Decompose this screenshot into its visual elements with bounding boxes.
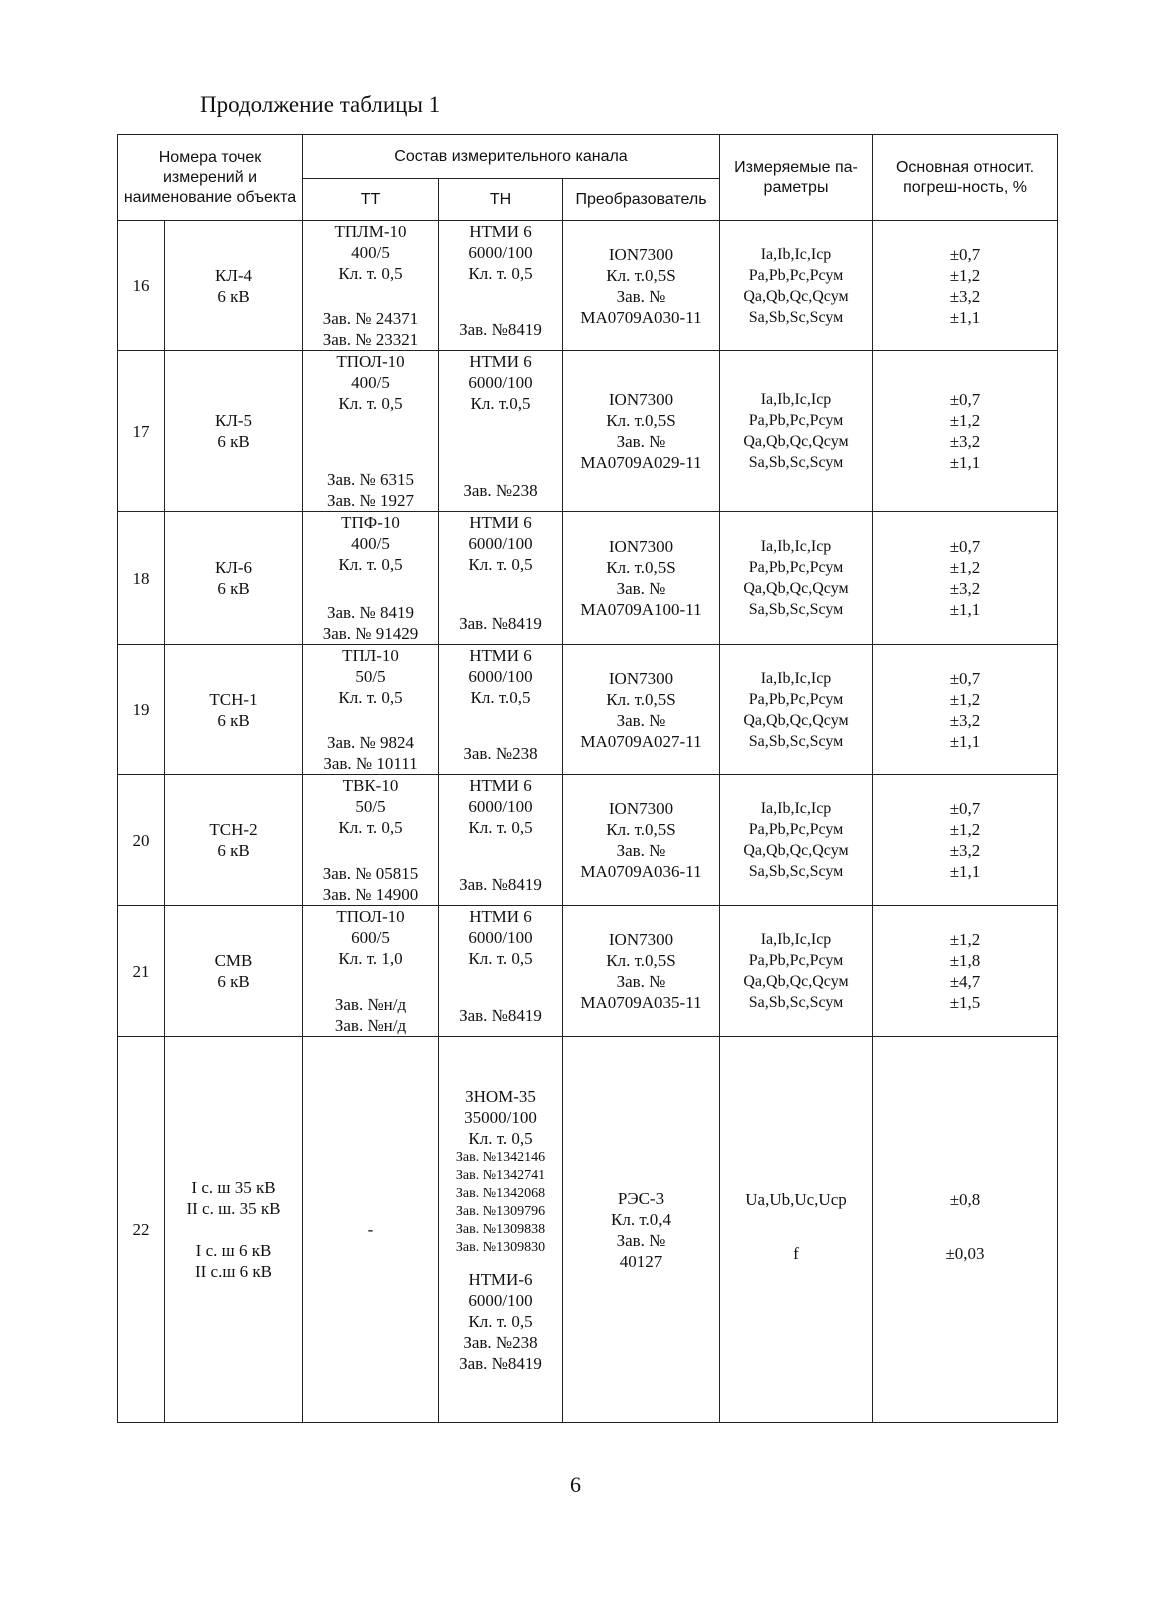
cell-line: НТМИ 6 xyxy=(469,513,532,532)
error-cell xyxy=(873,221,1058,351)
cell-line: Зав. № 24371 xyxy=(322,309,419,328)
cell-line: 6 кВ xyxy=(217,841,250,860)
cell-line: ±1,2 xyxy=(949,689,981,709)
row-number: 20 xyxy=(118,775,165,906)
cell-line: КЛ-5 xyxy=(214,411,253,430)
cell-line: 6000/100 xyxy=(468,928,533,947)
cell-line: Ia,Ib,Ic,Icp xyxy=(760,538,832,555)
tt-cell xyxy=(303,775,439,906)
object-name xyxy=(165,775,303,906)
cell-line: Зав. №238 xyxy=(463,1332,538,1352)
table-row xyxy=(118,906,1058,1037)
params-cell xyxy=(720,512,873,645)
cell-line: Pa,Pb,Pc,Pсум xyxy=(748,821,844,838)
cell-line: ION7300 xyxy=(608,799,674,818)
converter-cell xyxy=(563,906,720,1037)
converter-cell xyxy=(563,775,720,906)
cell-line: Кл. т. 0,5 xyxy=(468,818,533,837)
cell-line: Ia,Ib,Ic,Icp xyxy=(760,800,832,817)
cell-line: 600/5 xyxy=(351,928,390,947)
cell-line: 400/5 xyxy=(351,534,390,553)
cell-line: Зав. №н/д xyxy=(334,995,407,1014)
cell-line: ±1,2 xyxy=(949,930,981,949)
cell-line: Кл. т.0,5S xyxy=(606,689,676,709)
cell-line: Зав. №1342146 xyxy=(455,1149,546,1165)
cell-line: Кл. т. 0,5 xyxy=(338,394,403,413)
cell-line: Зав. №1309796 xyxy=(455,1203,546,1219)
object-name xyxy=(165,221,303,351)
cell-line: Зав. № xyxy=(616,1230,666,1250)
cell-line: 6 кВ xyxy=(217,286,250,306)
error-cell xyxy=(873,351,1058,512)
error-cell xyxy=(873,1037,1058,1423)
row-number: 22 xyxy=(118,1037,165,1423)
cell-line: Ua,Ub,Uc,Ucp xyxy=(745,1190,847,1209)
cell-line: Зав. № xyxy=(616,286,666,306)
cell-line: Зав. №1342741 xyxy=(455,1167,546,1183)
cell-line: Кл. т. 0,5 xyxy=(338,264,403,283)
cell-line xyxy=(165,1219,302,1240)
cell-line: ±0,7 xyxy=(949,799,981,818)
row-number: 17 xyxy=(118,351,165,512)
cell-line: 400/5 xyxy=(351,373,390,392)
tn-cell xyxy=(439,645,563,775)
cell-line: Кл. т.0,5S xyxy=(606,558,676,577)
tt-cell xyxy=(303,645,439,775)
params-cell xyxy=(720,221,873,351)
cell-line: Qa,Qb,Qc,Qсум xyxy=(743,973,849,990)
cell-line: ±3,2 xyxy=(949,710,981,730)
converter-cell xyxy=(563,1037,720,1423)
cell-line: Зав. №238 xyxy=(463,744,538,763)
cell-line: Sa,Sb,Sc,Sсум xyxy=(748,994,844,1011)
cell-line: КЛ-6 xyxy=(214,558,253,577)
cell-line: Кл. т.0,5S xyxy=(606,951,676,970)
cell-line: НТМИ 6 xyxy=(469,222,532,241)
cell-line: Зав. № 05815 xyxy=(322,864,419,883)
cell-line: Зав. №8419 xyxy=(459,614,542,633)
header-tt: ТТ xyxy=(303,179,439,221)
tn-cell xyxy=(439,512,563,645)
header-composition: Состав измерительного канала xyxy=(303,135,720,179)
cell-line: ION7300 xyxy=(608,244,674,264)
cell-line: Зав. №1309838 xyxy=(455,1221,546,1237)
cell-line: Кл. т.0,5S xyxy=(606,820,676,839)
table-header xyxy=(118,135,1058,221)
params-cell xyxy=(720,775,873,906)
converter-cell xyxy=(563,221,720,351)
cell-line: Зав. №238 xyxy=(463,481,538,500)
cell-line: Кл. т. 1,0 xyxy=(338,949,403,968)
cell-line: ТПФ-10 xyxy=(341,513,400,532)
cell-line: ТСН-2 xyxy=(209,820,258,839)
cell-line: ±1,2 xyxy=(949,411,981,430)
cell-line: I с. ш 35 кВ xyxy=(191,1178,276,1197)
cell-line: MA0709A100-11 xyxy=(580,600,702,619)
cell-line: НТМИ 6 xyxy=(469,776,532,795)
cell-line: НТМИ 6 xyxy=(469,352,532,371)
cell-line: 6 кВ xyxy=(217,710,250,730)
cell-line: НТМИ 6 xyxy=(469,907,532,926)
cell-line: ±1,2 xyxy=(949,265,981,285)
params-cell xyxy=(720,645,873,775)
cell-line: Qa,Qb,Qc,Qсум xyxy=(743,433,849,450)
cell-line: f xyxy=(793,1244,799,1263)
cell-line: 50/5 xyxy=(355,667,386,686)
cell-line: ±1,2 xyxy=(949,820,981,839)
params-cell xyxy=(720,906,873,1037)
row-number: 16 xyxy=(118,221,165,351)
tn-cell xyxy=(439,775,563,906)
cell-line: ±1,2 xyxy=(949,558,981,577)
cell-line: ТПОЛ-10 xyxy=(336,352,405,371)
cell-line: Зав. № xyxy=(616,579,666,598)
cell-line: ±3,2 xyxy=(949,286,981,306)
cell-line: II с. ш. 35 кВ xyxy=(186,1199,281,1218)
cell-line: ±0,8 xyxy=(949,1190,981,1209)
cell-line: Зав. № 23321 xyxy=(322,330,419,349)
cell-line: ±3,2 xyxy=(949,579,981,598)
cell-line: Ia,Ib,Ic,Icp xyxy=(760,669,832,687)
cell-line: Кл. т.0,5 xyxy=(470,394,531,413)
cell-line: MA0709A030-11 xyxy=(580,307,702,327)
cell-line: Кл. т. 0,5 xyxy=(468,1311,533,1331)
cell-line: Зав. № xyxy=(616,710,666,730)
cell-line: Ia,Ib,Ic,Icp xyxy=(760,931,832,948)
page-number: 6 xyxy=(570,1472,581,1497)
tt-cell xyxy=(303,512,439,645)
cell-line: MA0709A027-11 xyxy=(580,731,702,751)
cell-line: Зав. №8419 xyxy=(459,1353,542,1373)
cell-line: Qa,Qb,Qc,Qсум xyxy=(743,287,849,305)
object-name xyxy=(165,645,303,775)
tt-cell xyxy=(303,221,439,351)
cell-line: II с.ш 6 кВ xyxy=(194,1262,273,1281)
cell-line: 50/5 xyxy=(355,797,386,816)
cell-line: КЛ-4 xyxy=(214,265,253,285)
table-caption: Продолжение таблицы 1 xyxy=(200,92,441,117)
tn-cell xyxy=(439,351,563,512)
cell-line: 6000/100 xyxy=(468,243,533,262)
row-number: 19 xyxy=(118,645,165,775)
cell-line: Зав. № 1927 xyxy=(326,491,415,510)
cell-line xyxy=(720,1216,872,1237)
cell-line: ЗНОМ-35 xyxy=(465,1086,536,1106)
cell-line: ±4,7 xyxy=(949,972,981,991)
cell-line: Кл. т. 0,5 xyxy=(468,555,533,574)
cell-line: 35000/100 xyxy=(464,1107,537,1127)
header-tn: ТН xyxy=(439,179,563,221)
cell-line: ±0,7 xyxy=(949,537,981,556)
header-error: Основная относит. погреш-ность, % xyxy=(873,135,1058,221)
cell-line: ТВК-10 xyxy=(342,776,399,795)
cell-line: Зав. №1342068 xyxy=(455,1185,546,1201)
cell-line: Ia,Ib,Ic,Icp xyxy=(760,391,832,408)
cell-line: Sa,Sb,Sc,Sсум xyxy=(748,454,844,471)
cell-line: 400/5 xyxy=(351,243,390,262)
cell-line: Кл. т. 0,5 xyxy=(468,264,533,283)
header-params: Измеряемые па-раметры xyxy=(720,135,873,221)
cell-line: Зав. № 10111 xyxy=(323,754,418,773)
tt-cell xyxy=(303,906,439,1037)
cell-line: Кл. т.0,4 xyxy=(611,1209,671,1229)
cell-line: Зав. № 6315 xyxy=(326,470,415,489)
cell-line: ±0,7 xyxy=(949,668,981,688)
cell-line: ±0,7 xyxy=(949,244,981,264)
cell-line: ±3,2 xyxy=(949,432,981,451)
cell-line: ION7300 xyxy=(608,668,674,688)
tt-cell xyxy=(303,351,439,512)
cell-line: РЭС-3 xyxy=(617,1188,665,1208)
cell-line: MA0709A035-11 xyxy=(580,993,702,1012)
cell-line: Зав. №н/д xyxy=(334,1016,407,1035)
cell-line: 6000/100 xyxy=(468,797,533,816)
cell-line xyxy=(873,1216,1057,1237)
error-cell xyxy=(873,906,1058,1037)
cell-line: Qa,Qb,Qc,Qсум xyxy=(743,711,849,729)
cell-line: ±1,1 xyxy=(949,862,981,881)
cell-line: ТПЛМ-10 xyxy=(334,222,407,241)
table-row xyxy=(118,1037,1058,1423)
row-number: 18 xyxy=(118,512,165,645)
cell-line: ±0,03 xyxy=(945,1244,985,1263)
tn-cell xyxy=(439,906,563,1037)
cell-line: Sa,Sb,Sc,Sсум xyxy=(748,308,844,326)
cell-line: Кл. т.0,5S xyxy=(606,265,676,285)
cell-line: MA0709A029-11 xyxy=(580,453,702,472)
cell-line: 6 кВ xyxy=(217,579,250,598)
cell-line: Кл. т.0,5 xyxy=(470,688,531,707)
table-body xyxy=(118,221,1058,1423)
cell-line: ±0,7 xyxy=(949,390,981,409)
cell-line: ТПОЛ-10 xyxy=(336,907,405,926)
cell-line: I с. ш 6 кВ xyxy=(195,1241,272,1260)
cell-line: ±1,1 xyxy=(949,731,981,751)
cell-line: ТСН-1 xyxy=(209,689,258,709)
cell-line: Зав. № 9824 xyxy=(326,733,415,752)
tn-cell xyxy=(439,221,563,351)
table-row xyxy=(118,775,1058,906)
cell-line: Зав. № xyxy=(616,972,666,991)
cell-line: Pa,Pb,Pc,Pсум xyxy=(748,952,844,969)
cell-line: Зав. № 8419 xyxy=(326,603,415,622)
tt-cell: - xyxy=(303,1037,439,1423)
cell-line: ТПЛ-10 xyxy=(342,646,399,665)
measurement-table xyxy=(117,134,1058,1423)
cell-line: 6 кВ xyxy=(217,432,250,451)
cell-line: Кл. т. 0,5 xyxy=(468,1128,533,1148)
cell-line: ION7300 xyxy=(608,930,674,949)
cell-line: Pa,Pb,Pc,Pсум xyxy=(748,412,844,429)
cell-line: 6 кВ xyxy=(217,972,250,991)
cell-line: Зав. № 14900 xyxy=(322,885,419,904)
error-cell xyxy=(873,775,1058,906)
tn-cell xyxy=(439,1037,563,1423)
cell-line: Кл. т.0,5S xyxy=(606,411,676,430)
table-row xyxy=(118,221,1058,351)
cell-line: Зав. № 91429 xyxy=(322,624,419,643)
cell-line: Кл. т. 0,5 xyxy=(338,555,403,574)
cell-line: Кл. т. 0,5 xyxy=(338,688,403,707)
cell-line: Sa,Sb,Sc,Sсум xyxy=(748,863,844,880)
cell-line: Зав. №8419 xyxy=(459,875,542,894)
cell-line: 6000/100 xyxy=(468,1290,533,1310)
error-cell xyxy=(873,512,1058,645)
object-name xyxy=(165,512,303,645)
row-number: 21 xyxy=(118,906,165,1037)
cell-line: 40127 xyxy=(619,1251,663,1271)
cell-line: Pa,Pb,Pc,Pсум xyxy=(748,266,844,284)
table-row xyxy=(118,351,1058,512)
table-row xyxy=(118,512,1058,645)
cell-line: Кл. т. 0,5 xyxy=(338,818,403,837)
cell-line: Pa,Pb,Pc,Pсум xyxy=(748,690,844,708)
converter-cell xyxy=(563,351,720,512)
cell-line: Зав. №8419 xyxy=(459,320,542,339)
cell-line: Sa,Sb,Sc,Sсум xyxy=(748,732,844,750)
cell-line: 6000/100 xyxy=(468,534,533,553)
converter-cell xyxy=(563,512,720,645)
object-name xyxy=(165,906,303,1037)
cell-line: 6000/100 xyxy=(468,667,533,686)
cell-line: Qa,Qb,Qc,Qсум xyxy=(743,842,849,859)
object-name xyxy=(165,351,303,512)
header-converter: Преобразователь xyxy=(563,179,720,221)
cell-line: Зав. №1309830 xyxy=(455,1239,546,1255)
cell-line: ±1,1 xyxy=(949,453,981,472)
cell-line: ±1,1 xyxy=(949,600,981,619)
cell-line: Кл. т. 0,5 xyxy=(468,949,533,968)
cell-line: Pa,Pb,Pc,Pсум xyxy=(748,559,844,576)
cell-line: Зав. №8419 xyxy=(459,1006,542,1025)
object-name xyxy=(165,1037,303,1423)
cell-line: 6000/100 xyxy=(468,373,533,392)
cell-line: НТМИ 6 xyxy=(469,646,532,665)
cell-line: Qa,Qb,Qc,Qсум xyxy=(743,580,849,597)
cell-line: ±1,8 xyxy=(949,951,981,970)
cell-line: Зав. № xyxy=(616,841,666,860)
cell-line: ION7300 xyxy=(608,537,674,556)
cell-line: ±1,1 xyxy=(949,307,981,327)
params-cell xyxy=(720,351,873,512)
header-points: Номера точек измерений и наименование объекта xyxy=(118,135,303,221)
cell-line: Ia,Ib,Ic,Icp xyxy=(760,245,832,263)
cell-line: НТМИ-6 xyxy=(468,1269,533,1289)
cell-line: ±1,5 xyxy=(949,993,981,1012)
cell-line: ION7300 xyxy=(608,390,674,409)
error-cell xyxy=(873,645,1058,775)
params-cell xyxy=(720,1037,873,1423)
table-row xyxy=(118,645,1058,775)
cell-line: Зав. № xyxy=(616,432,666,451)
cell-line: MA0709A036-11 xyxy=(580,862,702,881)
converter-cell xyxy=(563,645,720,775)
cell-line: Sa,Sb,Sc,Sсум xyxy=(748,601,844,618)
cell-line: СМВ xyxy=(214,951,253,970)
cell-line: ±3,2 xyxy=(949,841,981,860)
